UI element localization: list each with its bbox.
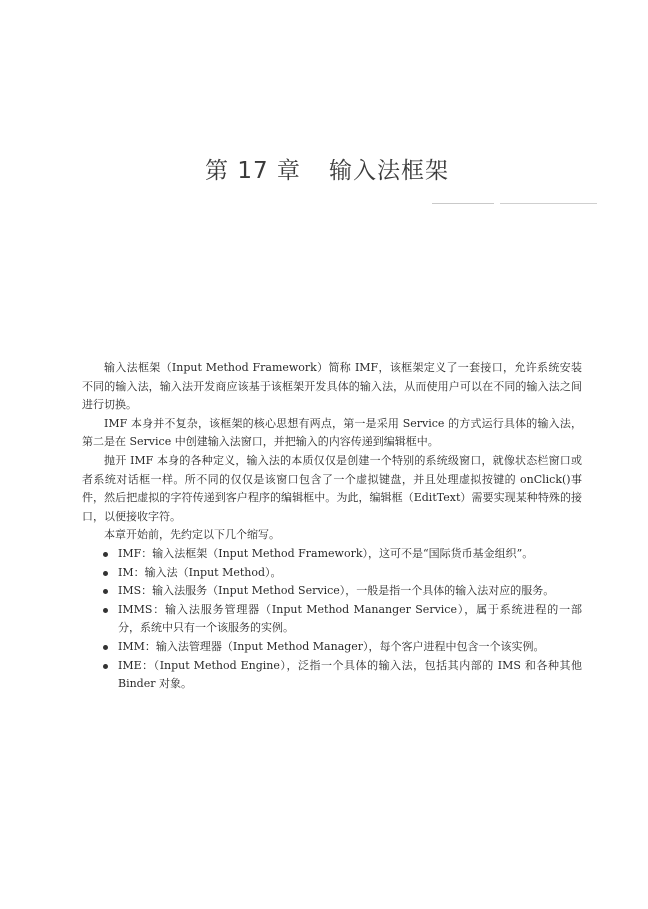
paragraph: 输入法框架（Input Method Framework）简称 IMF，该框架定义了一套接口，允许系统安装不同的输入法，输入法开发商应该基于该框架开发具体的输入法，从而使用户可以在不同的输入法之间进行切换。	[82, 361, 582, 412]
list-item	[82, 638, 582, 657]
list-item	[82, 657, 582, 694]
bullet-icon	[103, 645, 108, 650]
paragraph: IMF 本身并不复杂，该框架的核心思想有两点，第一是采用 Service 的方式运行具体的输入法，第二是在 Service 中创建输入法窗口，并把输入的内容传递到编辑框中。	[82, 416, 582, 449]
list-item	[82, 601, 582, 638]
bullet-icon	[103, 552, 108, 557]
bullet-icon	[103, 608, 108, 613]
paragraph: 抛开 IMF 本身的各种定义，输入法的本质仅仅是创建一个特别的系统级窗口，就像状态栏窗口或者系统对话框一样。所不同的仅仅是该窗口包含了一个虚拟键盘，并且处理虚拟按键的 onClick()事件，然后把虚拟的字符传递到客户程序的编辑框中。为此，编辑框（EditText）需要实现某种特殊的接口，以便接收字符。	[82, 453, 582, 523]
chapter-name: 输入法框架	[328, 158, 449, 184]
chapter-number: 第 17 章	[205, 158, 301, 184]
paragraph: 本章开始前，先约定以下几个缩写。	[104, 528, 280, 542]
list-item	[82, 582, 582, 601]
bullet-icon	[103, 571, 108, 576]
list-item-text: IMS：输入法服务（Input Method Service），一般是指一个具体的输入法对应的服务。	[118, 584, 555, 598]
list-item-text: IME：（Input Method Engine），泛指一个具体的输入法，包括其内部的 IMS 和各种其他 Binder 对象。	[118, 658, 582, 691]
list-item	[82, 545, 582, 564]
bullet-icon	[103, 664, 108, 669]
list-item-text: IMM：输入法管理器（Input Method Manager），每个客户进程中包含一个该实例。	[118, 639, 545, 653]
list-item	[82, 564, 582, 583]
list-item-text: IMMS：输入法服务管理器（Input Method Mananger Service），属于系统进程的一部分，系统中只有一个该服务的实例。	[118, 602, 582, 635]
chapter-body	[82, 359, 582, 694]
list-item-text: IM：输入法（Input Method）。	[118, 565, 282, 579]
title-rule-left	[432, 203, 494, 204]
abbreviation-list	[82, 545, 582, 694]
title-rule-right	[500, 203, 597, 204]
list-item-text: IMF：输入法框架（Input Method Framework），这可不是“国际货币基金组织”。	[118, 546, 534, 560]
chapter-title	[0, 152, 648, 185]
bullet-icon	[103, 589, 108, 594]
